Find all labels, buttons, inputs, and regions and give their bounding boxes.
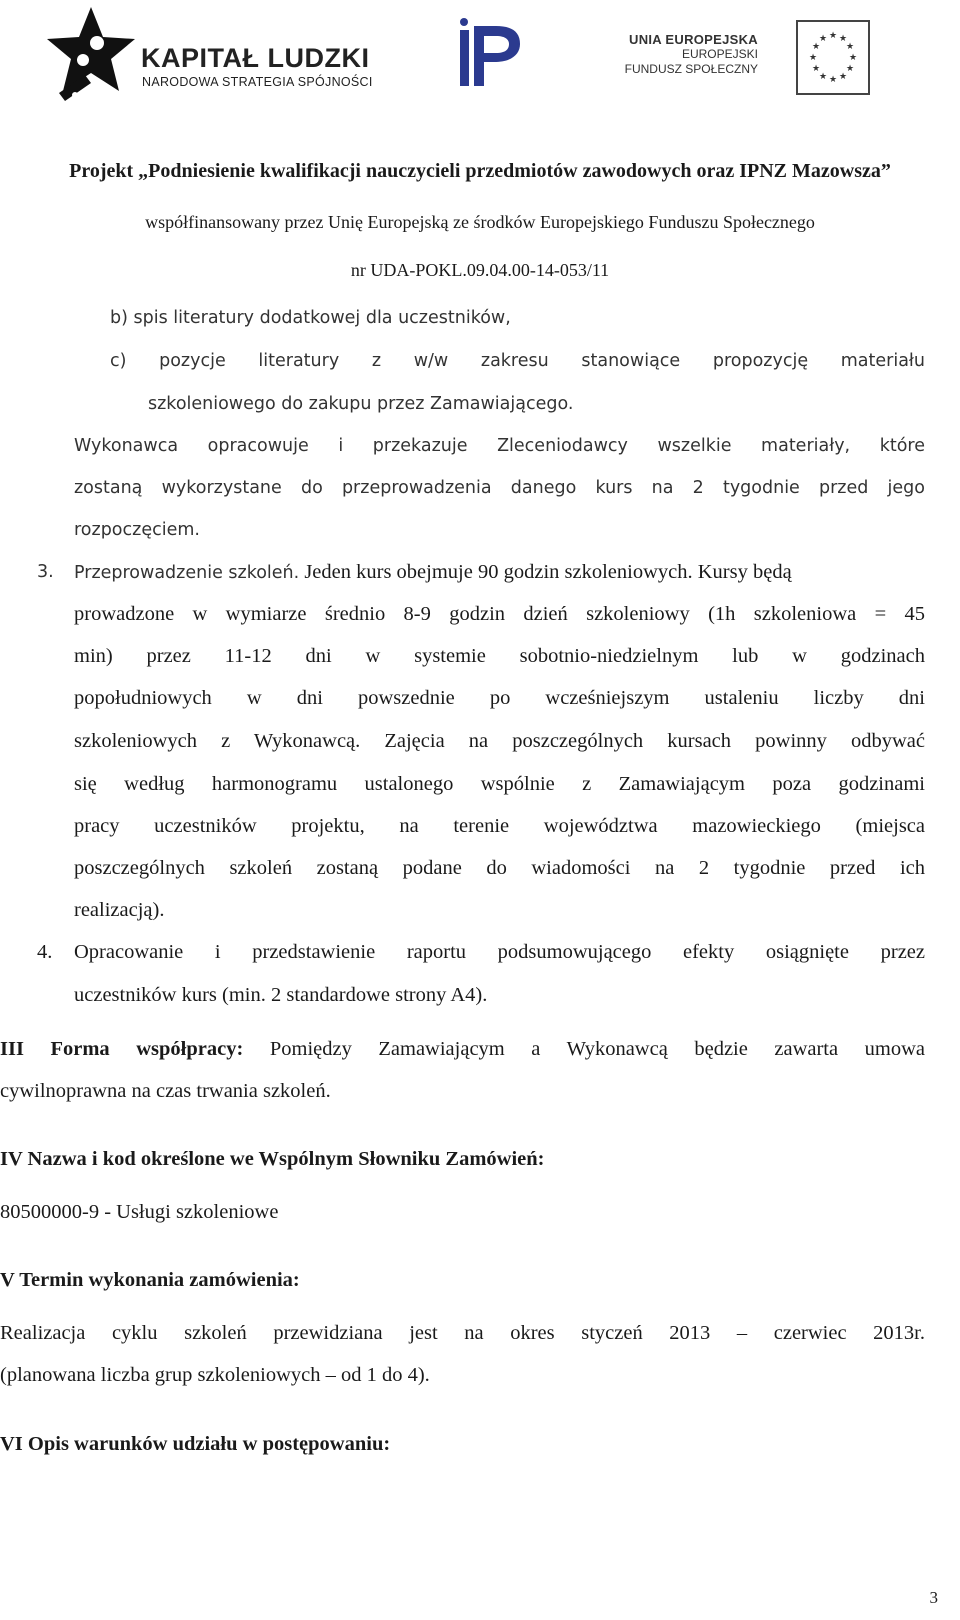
list-item-b: b) spis literatury dodatkowej dla uczestników, — [110, 308, 511, 328]
eu-flag-icon — [796, 20, 870, 95]
kapital-ludzki-subtitle: NARODOWA STRATEGIA SPÓJNOŚCI — [142, 75, 373, 89]
section-6-heading: VI Opis warunków udziału w postępowaniu: — [0, 1433, 391, 1455]
svg-text:★: ★ — [808, 53, 818, 63]
svg-text:★: ★ — [845, 42, 855, 52]
item-3-heading — [74, 559, 792, 586]
project-title: Projekt „Podniesienie kwalifikacji nauczycieli przedmiotów zawodowych oraz IPNZ Mazowsza” — [69, 160, 891, 182]
paragraph-materials-line2: zostaną wykorzystane do przeprowadzenia danego kurs na 2 tygodnie przed jego — [74, 478, 925, 498]
eu-logo — [620, 20, 870, 95]
item-3-line7: pracy uczestników projektu, na terenie województwa mazowieckiego (miejsca — [74, 815, 925, 837]
rp-logo — [456, 16, 536, 96]
page-number: 3 — [929, 1588, 938, 1607]
item-4-line1: Opracowanie i przedstawienie raportu podsumowującego efekty osiągnięte przez — [74, 941, 925, 963]
kapital-ludzki-title: KAPITAŁ LUDZKI — [141, 43, 370, 73]
section-4-text: 80500000-9 - Usługi szkoleniowe — [0, 1201, 279, 1223]
eu-logo-line3: FUNDUSZ SPOŁECZNY — [624, 62, 758, 76]
eu-logo-line1: UNIA EUROPEJSKA — [629, 32, 758, 47]
project-number: nr UDA-POKL.09.04.00-14-053/11 — [350, 260, 610, 280]
section-4-heading: IV Nazwa i kod określone we Wspólnym Słowniku Zamówień: — [0, 1148, 545, 1170]
item-3-line9: realizacją). — [74, 899, 165, 921]
item-3-number: 3. — [37, 562, 54, 582]
item-3-line2: prowadzone w wymiarze średnio 8-9 godzin dzień szkoleniowy (1h szkoleniowa = 45 — [74, 603, 925, 625]
list-item-c-line1: c) pozycje literatury z w/w zakresu stanowiące propozycję materiału — [110, 351, 925, 371]
section-3-text: Pomiędzy Zamawiającym a Wykonawcą będzie zawarta umowa — [243, 1038, 926, 1060]
svg-text:★: ★ — [838, 34, 848, 44]
svg-text:★: ★ — [811, 42, 821, 52]
svg-text:★: ★ — [811, 64, 821, 74]
svg-text:★: ★ — [828, 75, 838, 85]
section-3-line1 — [0, 1036, 925, 1062]
svg-text:★: ★ — [818, 72, 828, 82]
logo-bar — [0, 0, 960, 120]
section-5-heading: V Termin wykonania zamówienia: — [0, 1269, 300, 1291]
kapital-ludzki-star-icon — [45, 5, 137, 110]
item-3-line5: szkoleniowych z Wykonawcą. Zajęcia na poszczególnych kursach powinny odbywać — [74, 730, 925, 752]
paragraph-materials-line1: Wykonawca opracowuje i przekazuje Zleceniodawcy wszelkie materiały, które — [74, 436, 925, 456]
item-3-title: Przeprowadzenie szkoleń. — [74, 563, 300, 583]
svg-text:★: ★ — [838, 72, 848, 82]
item-4-number: 4. — [37, 941, 53, 963]
eu-logo-line2: EUROPEJSKI — [681, 47, 758, 61]
item-3-line6: się według harmonogramu ustalonego wspólnie z Zamawiającym poza godzinami — [74, 773, 925, 795]
item-4-line2: uczestników kurs (min. 2 standardowe strony A4). — [74, 984, 488, 1006]
svg-text:★: ★ — [848, 53, 858, 63]
cofinancing-note: współfinansowany przez Unię Europejską ze środków Europejskiego Funduszu Społecznego — [145, 212, 815, 232]
item-3-line3: min) przez 11-12 dni w systemie sobotnio-niedzielnym lub w godzinach — [74, 645, 925, 667]
item-3-line4: popołudniowych w dni powszednie po wcześniejszym ustaleniu liczby dni — [74, 687, 925, 709]
rp-logo-icon — [456, 16, 536, 96]
paragraph-materials-line3: rozpoczęciem. — [74, 520, 200, 540]
list-item-c-line2: szkoleniowego do zakupu przez Zamawiającego. — [148, 394, 574, 414]
svg-text:★: ★ — [845, 64, 855, 74]
item-3-line1: Jeden kurs obejmuje 90 godzin szkoleniowych. Kursy będą — [299, 561, 792, 583]
section-3-heading: III Forma współpracy: — [0, 1038, 244, 1060]
svg-text:★: ★ — [818, 34, 828, 44]
svg-text:★: ★ — [828, 31, 838, 41]
section-5-line1: Realizacja cyklu szkoleń przewidziana jest na okres styczeń 2013 – czerwiec 2013r. — [0, 1322, 925, 1344]
section-5-line2: (planowana liczba grup szkoleniowych – od 1 do 4). — [0, 1364, 430, 1386]
kapital-ludzki-logo — [45, 5, 385, 110]
eu-logo-text — [625, 32, 758, 77]
section-3-line2: cywilnoprawna na czas trwania szkoleń. — [0, 1080, 331, 1102]
item-3-line8: poszczególnych szkoleń zostaną podane do wiadomości na 2 tygodnie przed ich — [74, 857, 925, 879]
